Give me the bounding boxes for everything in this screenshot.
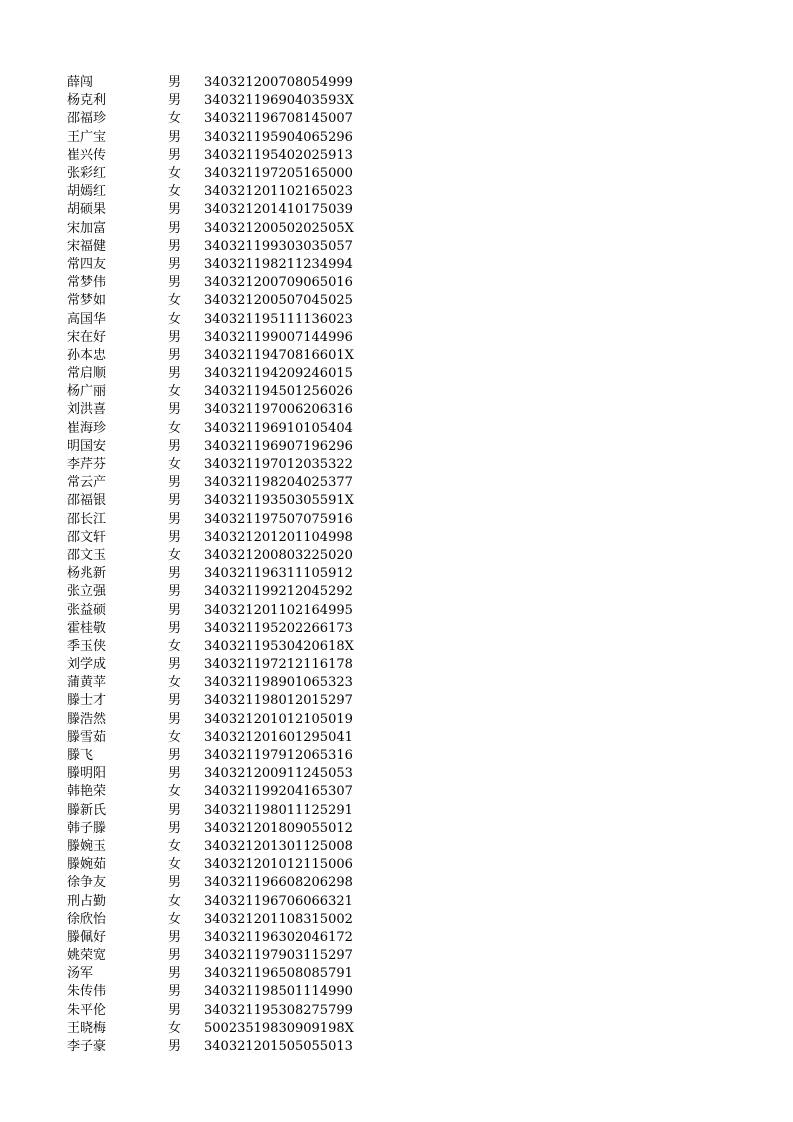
person-name: 杨广丽 (67, 384, 107, 400)
person-name: 刘学成 (67, 657, 107, 673)
table-row (67, 711, 387, 729)
person-name: 滕婉玉 (67, 838, 107, 854)
person-id-number: 340321197006206316 (204, 402, 353, 418)
person-id-number: 34032119350305591X (204, 493, 354, 509)
person-id-number: 340321195904065296 (204, 129, 353, 145)
table-row (67, 183, 387, 201)
table-row (67, 74, 387, 92)
table-row (67, 929, 387, 947)
person-name: 邵文玉 (67, 547, 107, 563)
table-row (67, 547, 387, 565)
person-name: 孙本忠 (67, 347, 107, 363)
person-gender: 男 (168, 75, 182, 91)
person-id-number: 340321201012105019 (204, 711, 353, 727)
person-gender: 男 (168, 493, 182, 509)
person-gender: 男 (168, 93, 182, 109)
person-id-number: 340321201809055012 (204, 820, 353, 836)
person-name: 朱传伟 (67, 984, 107, 1000)
person-name: 季玉侠 (67, 638, 107, 654)
person-id-number: 340321197912065316 (204, 748, 353, 764)
person-name: 张彩红 (67, 166, 107, 182)
person-name: 崔兴传 (67, 147, 107, 163)
person-gender: 男 (168, 657, 182, 673)
person-id-number: 340321199212045292 (204, 584, 353, 600)
person-name: 滕雪茹 (67, 729, 107, 745)
person-gender: 男 (168, 275, 182, 291)
person-gender: 男 (168, 948, 182, 964)
table-row (67, 347, 387, 365)
person-gender: 男 (168, 1039, 182, 1055)
table-row (67, 856, 387, 874)
table-row (67, 310, 387, 328)
table-row (67, 911, 387, 929)
person-name: 滕士才 (67, 693, 107, 709)
person-gender: 男 (168, 529, 182, 545)
person-gender: 男 (168, 766, 182, 782)
person-gender: 女 (168, 547, 182, 563)
person-name: 汤军 (67, 966, 94, 982)
person-gender: 女 (168, 166, 182, 182)
person-gender: 男 (168, 129, 182, 145)
table-row (67, 692, 387, 710)
table-row (67, 747, 387, 765)
person-name: 薛闯 (67, 75, 94, 91)
person-gender: 女 (168, 893, 182, 909)
person-id-number: 340321197212116178 (204, 657, 353, 673)
table-row (67, 110, 387, 128)
person-gender: 男 (168, 602, 182, 618)
person-gender: 男 (168, 566, 182, 582)
person-id-number: 340321198501114990 (204, 984, 353, 1000)
person-gender: 男 (168, 802, 182, 818)
person-gender: 男 (168, 693, 182, 709)
person-gender: 女 (168, 911, 182, 927)
person-gender: 男 (168, 875, 182, 891)
person-name: 刑占勤 (67, 893, 107, 909)
table-row (67, 983, 387, 1001)
person-id-number: 340321201201104998 (204, 529, 353, 545)
person-name: 邵福银 (67, 493, 107, 509)
table-row (67, 329, 387, 347)
person-name: 常梦如 (67, 293, 107, 309)
person-id-number: 340321201601295041 (204, 729, 353, 745)
person-name: 宋加富 (67, 220, 107, 236)
person-name: 高国华 (67, 311, 107, 327)
table-row (67, 783, 387, 801)
person-name: 李芹芬 (67, 457, 107, 473)
person-gender: 男 (168, 329, 182, 345)
person-name: 徐争友 (67, 875, 107, 891)
person-id-number: 340321197903115297 (204, 948, 353, 964)
table-row (67, 420, 387, 438)
person-name: 滕佩好 (67, 929, 107, 945)
person-gender: 女 (168, 784, 182, 800)
table-row (67, 292, 387, 310)
person-id-number: 340321198204025377 (204, 475, 353, 491)
table-row (67, 638, 387, 656)
person-id-number: 340321195308275799 (204, 1002, 353, 1018)
person-id-number: 340321201301125008 (204, 838, 353, 854)
person-name: 滕新氏 (67, 802, 107, 818)
person-id-number: 340321196508085791 (204, 966, 353, 982)
table-row (67, 129, 387, 147)
person-name: 朱平伦 (67, 1002, 107, 1018)
person-name: 杨克利 (67, 93, 107, 109)
person-gender: 女 (168, 420, 182, 436)
person-name: 李子豪 (67, 1039, 107, 1055)
person-id-number: 340321201108315002 (204, 911, 353, 927)
table-row (67, 874, 387, 892)
person-id-number: 34032119690403593X (204, 93, 354, 109)
person-id-number: 340321197012035322 (204, 457, 353, 473)
person-id-number: 340321196910105404 (204, 420, 353, 436)
person-name: 韩子滕 (67, 820, 107, 836)
table-row (67, 601, 387, 619)
person-name: 杨兆新 (67, 566, 107, 582)
person-name: 常启顺 (67, 366, 107, 382)
table-row (67, 220, 387, 238)
table-row (67, 365, 387, 383)
person-id-number: 340321198012015297 (204, 693, 353, 709)
person-name: 明国安 (67, 438, 107, 454)
person-gender: 女 (168, 675, 182, 691)
table-row (67, 1020, 387, 1038)
person-id-number: 340321201102165023 (204, 184, 353, 200)
table-row (67, 1002, 387, 1020)
table-row (67, 456, 387, 474)
person-id-number: 340321200911245053 (204, 766, 353, 782)
person-id-number: 340321197205165000 (204, 166, 353, 182)
table-row (67, 529, 387, 547)
person-gender: 男 (168, 748, 182, 764)
person-name: 张益硕 (67, 602, 107, 618)
person-gender: 男 (168, 147, 182, 163)
person-name: 胡嫣红 (67, 184, 107, 200)
person-gender: 女 (168, 311, 182, 327)
person-gender: 男 (168, 438, 182, 454)
person-gender: 男 (168, 347, 182, 363)
person-name: 滕婉茹 (67, 857, 107, 873)
records-table (67, 74, 387, 1056)
person-name: 邵长江 (67, 511, 107, 527)
person-gender: 女 (168, 457, 182, 473)
person-id-number: 340321201012115006 (204, 857, 353, 873)
person-name: 常梦伟 (67, 275, 107, 291)
person-id-number: 340321201505055013 (204, 1039, 353, 1055)
person-gender: 女 (168, 293, 182, 309)
table-row (67, 838, 387, 856)
person-name: 宋福健 (67, 238, 107, 254)
person-name: 霍桂敬 (67, 620, 107, 636)
table-row (67, 583, 387, 601)
person-gender: 男 (168, 820, 182, 836)
table-row (67, 965, 387, 983)
person-id-number: 340321196708145007 (204, 111, 353, 127)
table-row (67, 383, 387, 401)
person-gender: 男 (168, 1002, 182, 1018)
table-row (67, 256, 387, 274)
person-id-number: 340321196311105912 (204, 566, 353, 582)
person-gender: 女 (168, 1020, 182, 1036)
person-gender: 男 (168, 475, 182, 491)
person-id-number: 340321197507075916 (204, 511, 353, 527)
person-id-number: 340321195202266173 (204, 620, 353, 636)
person-name: 常云产 (67, 475, 107, 491)
person-id-number: 340321196302046172 (204, 929, 353, 945)
table-row (67, 1038, 387, 1056)
table-row (67, 656, 387, 674)
person-name: 宋在好 (67, 329, 107, 345)
table-row (67, 92, 387, 110)
table-row (67, 765, 387, 783)
person-gender: 男 (168, 238, 182, 254)
person-name: 王广宝 (67, 129, 107, 145)
person-id-number: 34032119470816601X (204, 347, 354, 363)
person-gender: 女 (168, 184, 182, 200)
person-gender: 女 (168, 838, 182, 854)
person-gender: 男 (168, 511, 182, 527)
person-id-number: 340321200709065016 (204, 275, 353, 291)
person-gender: 男 (168, 220, 182, 236)
table-row (67, 620, 387, 638)
person-id-number: 50023519830909198X (204, 1020, 354, 1036)
table-row (67, 892, 387, 910)
person-id-number: 340321194501256026 (204, 384, 353, 400)
table-row (67, 274, 387, 292)
table-row (67, 147, 387, 165)
person-name: 邵福珍 (67, 111, 107, 127)
person-gender: 男 (168, 966, 182, 982)
table-row (67, 511, 387, 529)
table-row (67, 474, 387, 492)
table-row (67, 165, 387, 183)
table-row (67, 802, 387, 820)
table-row (67, 492, 387, 510)
person-name: 张立强 (67, 584, 107, 600)
person-id-number: 340321199007144996 (204, 329, 353, 345)
person-gender: 男 (168, 366, 182, 382)
table-row (67, 438, 387, 456)
person-gender: 男 (168, 256, 182, 272)
table-row (67, 820, 387, 838)
person-name: 王晓梅 (67, 1020, 107, 1036)
person-gender: 男 (168, 984, 182, 1000)
person-gender: 女 (168, 638, 182, 654)
person-gender: 男 (168, 584, 182, 600)
table-row (67, 401, 387, 419)
person-name: 崔海珍 (67, 420, 107, 436)
person-gender: 女 (168, 384, 182, 400)
person-id-number: 340321200708054999 (204, 75, 353, 91)
table-row (67, 674, 387, 692)
person-name: 胡硕果 (67, 202, 107, 218)
person-id-number: 340321201410175039 (204, 202, 353, 218)
person-id-number: 340321200507045025 (204, 293, 353, 309)
person-id-number: 340321196608206298 (204, 875, 353, 891)
person-name: 韩艳荣 (67, 784, 107, 800)
person-gender: 女 (168, 111, 182, 127)
person-id-number: 340321195111136023 (204, 311, 353, 327)
person-id-number: 340321196907196296 (204, 438, 353, 454)
person-gender: 男 (168, 929, 182, 945)
table-row (67, 238, 387, 256)
person-id-number: 340321200803225020 (204, 547, 353, 563)
person-name: 蒲黄苹 (67, 675, 107, 691)
person-gender: 女 (168, 857, 182, 873)
person-id-number: 340321198901065323 (204, 675, 353, 691)
person-name: 姚荣宽 (67, 948, 107, 964)
person-gender: 男 (168, 620, 182, 636)
person-id-number: 340321194209246015 (204, 366, 353, 382)
person-gender: 男 (168, 402, 182, 418)
person-id-number: 34032120050202505X (204, 220, 354, 236)
person-id-number: 340321199303035057 (204, 238, 353, 254)
person-gender: 男 (168, 711, 182, 727)
table-row (67, 201, 387, 219)
person-id-number: 34032119530420618X (204, 638, 354, 654)
person-name: 刘洪喜 (67, 402, 107, 418)
person-id-number: 340321201102164995 (204, 602, 353, 618)
person-gender: 女 (168, 729, 182, 745)
person-name: 滕飞 (67, 748, 94, 764)
person-name: 滕明阳 (67, 766, 107, 782)
person-name: 滕浩然 (67, 711, 107, 727)
person-id-number: 340321198011125291 (204, 802, 353, 818)
person-id-number: 340321198211234994 (204, 256, 353, 272)
person-id-number: 340321195402025913 (204, 147, 353, 163)
person-name: 徐欣怡 (67, 911, 107, 927)
person-name: 邵文轩 (67, 529, 107, 545)
person-name: 常四友 (67, 256, 107, 272)
person-id-number: 340321199204165307 (204, 784, 353, 800)
table-row (67, 947, 387, 965)
person-id-number: 340321196706066321 (204, 893, 353, 909)
person-gender: 男 (168, 202, 182, 218)
table-row (67, 565, 387, 583)
table-row (67, 729, 387, 747)
